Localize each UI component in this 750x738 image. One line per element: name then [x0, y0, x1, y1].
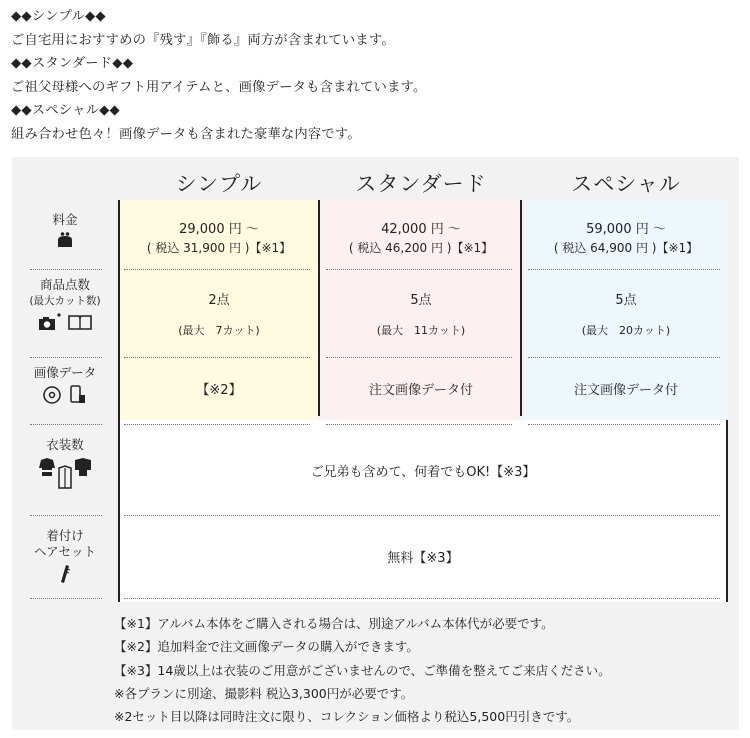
- price-cell-simple: [120, 218, 318, 256]
- label-divider: [30, 269, 102, 270]
- row-label-dressing: [12, 528, 118, 585]
- disc-icon: [41, 384, 63, 406]
- price-tax-standard: ( 税込 46,200 円 )【※1】: [348, 241, 494, 255]
- footnote-2: 【※2】追加料金で注文画像データの購入ができます。: [114, 639, 419, 655]
- column-divider-2: [520, 200, 522, 416]
- intro-text-special: 組み合わせ色々！画像データも含まれた豪華な内容です。: [11, 126, 361, 142]
- plan-name-special: スペシャル: [571, 172, 681, 196]
- price-cell-standard: [322, 218, 520, 256]
- footnote-1: 【※1】アルバム本体をご購入される場合は、別途アルバム本体代が必要です。: [114, 616, 554, 631]
- items-standard: 5点: [410, 293, 432, 308]
- price-tax-special: ( 税込 64,900 円 )【※1】: [553, 241, 699, 255]
- price-standard: 42,000 円 ～: [381, 222, 461, 237]
- image-data-standard: 注文画像データ付: [368, 383, 473, 398]
- items-sublabel: (最大カット数): [29, 295, 101, 307]
- items-sub-standard: (最大 11カット): [376, 324, 466, 337]
- comb-icon: [58, 563, 72, 585]
- row-divider: [326, 269, 512, 270]
- phone-icon: [67, 384, 89, 406]
- dressing-label-1: 着付け: [46, 528, 84, 543]
- row-label-costumes: [12, 437, 118, 490]
- row-divider: [124, 269, 310, 270]
- row-divider: [528, 269, 720, 270]
- row-divider: [124, 357, 310, 358]
- plan-intro: [11, 5, 741, 146]
- table-left-border: [118, 200, 120, 602]
- costume-icon: [37, 456, 93, 490]
- row-divider: [326, 424, 512, 425]
- label-divider: [30, 515, 102, 516]
- footnote-5: ※2セット目以降は同時注文に限り、コレクション価格より税込5,500円引きです。: [114, 709, 580, 725]
- costumes-label: 衣装数: [46, 437, 84, 452]
- row-label-image-data: [12, 365, 118, 406]
- dressing-label-2: ヘアセット: [33, 544, 96, 559]
- items-cell-simple: [120, 289, 318, 338]
- row-divider: [124, 424, 310, 425]
- image-data-label: 画像データ: [33, 365, 97, 380]
- row-label-price: [12, 212, 118, 253]
- items-sub-simple: (最大 7カット): [178, 324, 260, 337]
- intro-heading-simple: ◆◆シンプル◆◆: [11, 9, 106, 24]
- intro-text-simple: ご自宅用におすすめの『残す』『飾る』両方が含まれています。: [11, 32, 395, 48]
- table-right-border: [726, 420, 728, 602]
- plan-name-simple: シンプル: [175, 172, 263, 196]
- price-simple: 29,000 円 ～: [179, 222, 259, 237]
- intro-text-standard: ご祖父母様へのギフト用アイテムと、画像データも含まれています。: [11, 79, 427, 95]
- price-tax-simple: ( 税込 31,900 円 )【※1】: [146, 241, 292, 255]
- footnote-4: ※各プランに別途、撮影料 税込3,300円が必要です。: [114, 685, 414, 701]
- items-special: 5点: [615, 293, 637, 308]
- price-label: 料金: [52, 212, 78, 227]
- column-divider-1: [318, 200, 320, 416]
- footnote-3: 【※3】14歳以上は衣装のご用意がございませんので、ご準備を整えてご来店ください。: [114, 662, 611, 678]
- row-divider: [326, 357, 512, 358]
- purse-icon: [56, 231, 74, 249]
- merged-rows-bg: [120, 420, 728, 602]
- intro-heading-standard: ◆◆スタンダード◆◆: [11, 56, 134, 71]
- items-simple: 2点: [208, 293, 230, 308]
- image-data-simple: 【※2】: [196, 383, 242, 398]
- label-divider: [30, 424, 102, 425]
- dressing-value: 無料【※3】: [387, 551, 459, 566]
- items-cell-special: [524, 289, 728, 338]
- row-label-items: [12, 277, 118, 334]
- label-divider: [30, 357, 102, 358]
- items-cell-standard: [322, 289, 520, 338]
- image-data-special: 注文画像データ付: [573, 383, 678, 398]
- price-special: 59,000 円 ～: [586, 222, 666, 237]
- camera-icon: [37, 312, 63, 332]
- book-icon: [67, 312, 93, 332]
- intro-heading-special: ◆◆スペシャル◆◆: [11, 103, 120, 118]
- items-sub-special: (最大 20カット): [581, 324, 671, 337]
- items-label: 商品点数: [39, 277, 90, 292]
- label-divider: [30, 598, 102, 599]
- row-divider: [124, 515, 720, 516]
- row-divider: [528, 424, 720, 425]
- row-divider: [528, 357, 720, 358]
- costumes-value: ご兄弟も含めて、何着でもOK!【※3】: [310, 465, 536, 480]
- plan-name-standard: スタンダード: [355, 172, 487, 196]
- row-divider: [124, 598, 720, 599]
- footnotes: [114, 612, 714, 728]
- price-cell-special: [524, 218, 728, 256]
